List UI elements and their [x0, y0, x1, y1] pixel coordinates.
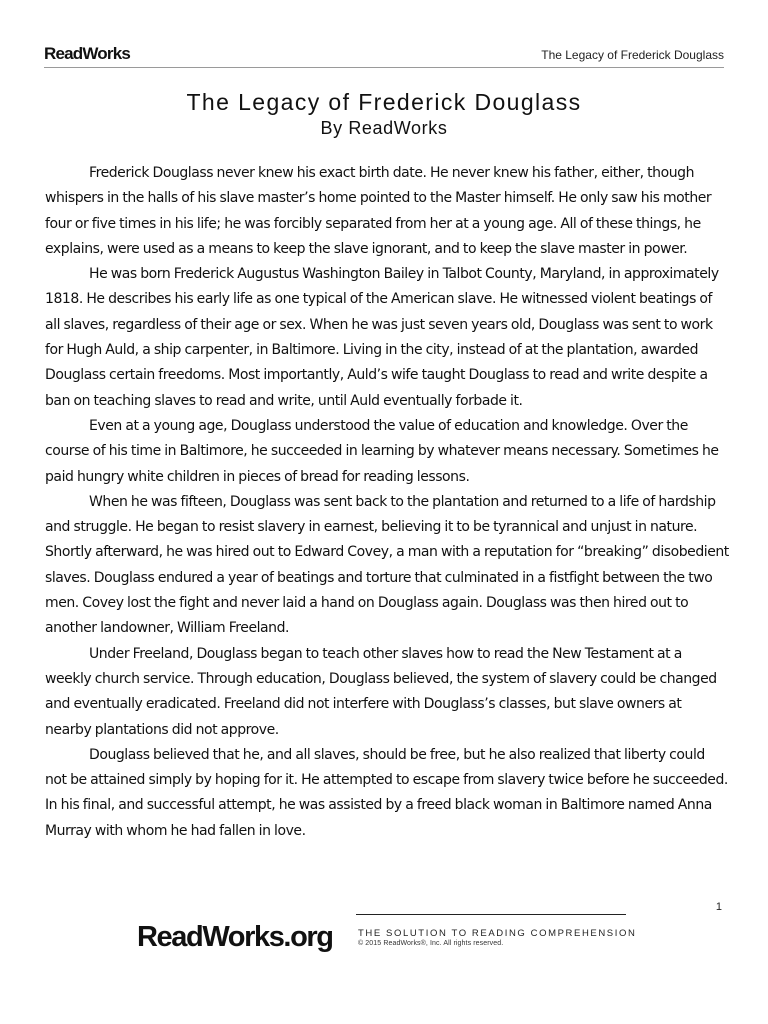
paragraph: Under Freeland, Douglass began to teach other slaves how to read the New Testament at a weekly church service. Through education, Douglass believed, the system of slavery could be changed and eventually eradicated. Freeland did not interfere with Douglass’s classes, but slave owners at nearby plantations did not approve. — [45, 645, 717, 738]
paragraph: Even at a young age, Douglass understood the value of education and knowledge. Over the course of his time in Baltimore, he succeeded in learning by whatever means necessary. Sometimes he paid hungry white children in pieces of bread for reading lessons. — [45, 417, 719, 485]
paragraph: Frederick Douglass never knew his exact birth date. He never knew his father, either, though whispers in the halls of his slave master’s home pointed to the Master himself. He only saw his mother four or five times in his life; he was forcibly separated from her at a young age. All of these things, he explains, were used as a means to keep the slave ignorant, and to keep the slave master in power. — [45, 165, 712, 257]
paragraph: When he was fifteen, Douglass was sent back to the plantation and returned to a life of hardship and struggle. He began to resist slavery in earnest, believing it to be tyrannical and unjust in nature. Shortly afterward, he was hired out to Edward Covey, a man with a reputation for “breaking” disobedient slaves. Douglass endured a year of beatings and torture that culminated in a fistfight between the two men. Covey lost the fight and never laid a hand on Douglass again. Douglass was then hired out to another landowner, William Freeland. — [45, 493, 729, 637]
paragraph: He was born Frederick Augustus Washington Bailey in Talbot County, Maryland, in approximately 1818. He describes his early life as one typical of the American slave. He witnessed violent beatings of all slaves, regardless of their age or sex. When he was just seven years old, Douglass was sent to work for Hugh Auld, a ship carpenter, in Baltimore. Living in the city, instead of at the plantation, awarded Douglass certain freedoms. Most importantly, Auld’s wife taught Douglass to read and write despite a ban on teaching slaves to read and write, until Auld eventually forbade it. — [45, 266, 719, 409]
page-title: The Legacy of Frederick Douglass — [186, 89, 582, 115]
footer-logo: ReadWorks.org — [137, 921, 333, 953]
header-logo: ReadWorks — [44, 44, 131, 63]
paragraph: Douglass believed that he, and all slaves, should be free, but he also realized that liberty could not be attained simply by hoping for it. He attempted to escape from slavery twice before he succeeded. In his final, and successful attempt, he was assisted by a freed black woman in Baltimore named Anna Murray with whom he had fallen in love. — [45, 746, 728, 839]
header-document-title: The Legacy of Frederick Douglass — [541, 48, 724, 62]
byline: By ReadWorks — [320, 118, 448, 138]
footer-divider — [356, 914, 626, 915]
footer-copyright: © 2015 ReadWorks®, Inc. All rights reserved. — [358, 940, 504, 947]
header-divider — [44, 67, 724, 68]
footer-tagline: THE SOLUTION TO READING COMPREHENSION — [358, 928, 637, 939]
article-body — [45, 161, 729, 844]
page-number: 1 — [715, 901, 722, 913]
